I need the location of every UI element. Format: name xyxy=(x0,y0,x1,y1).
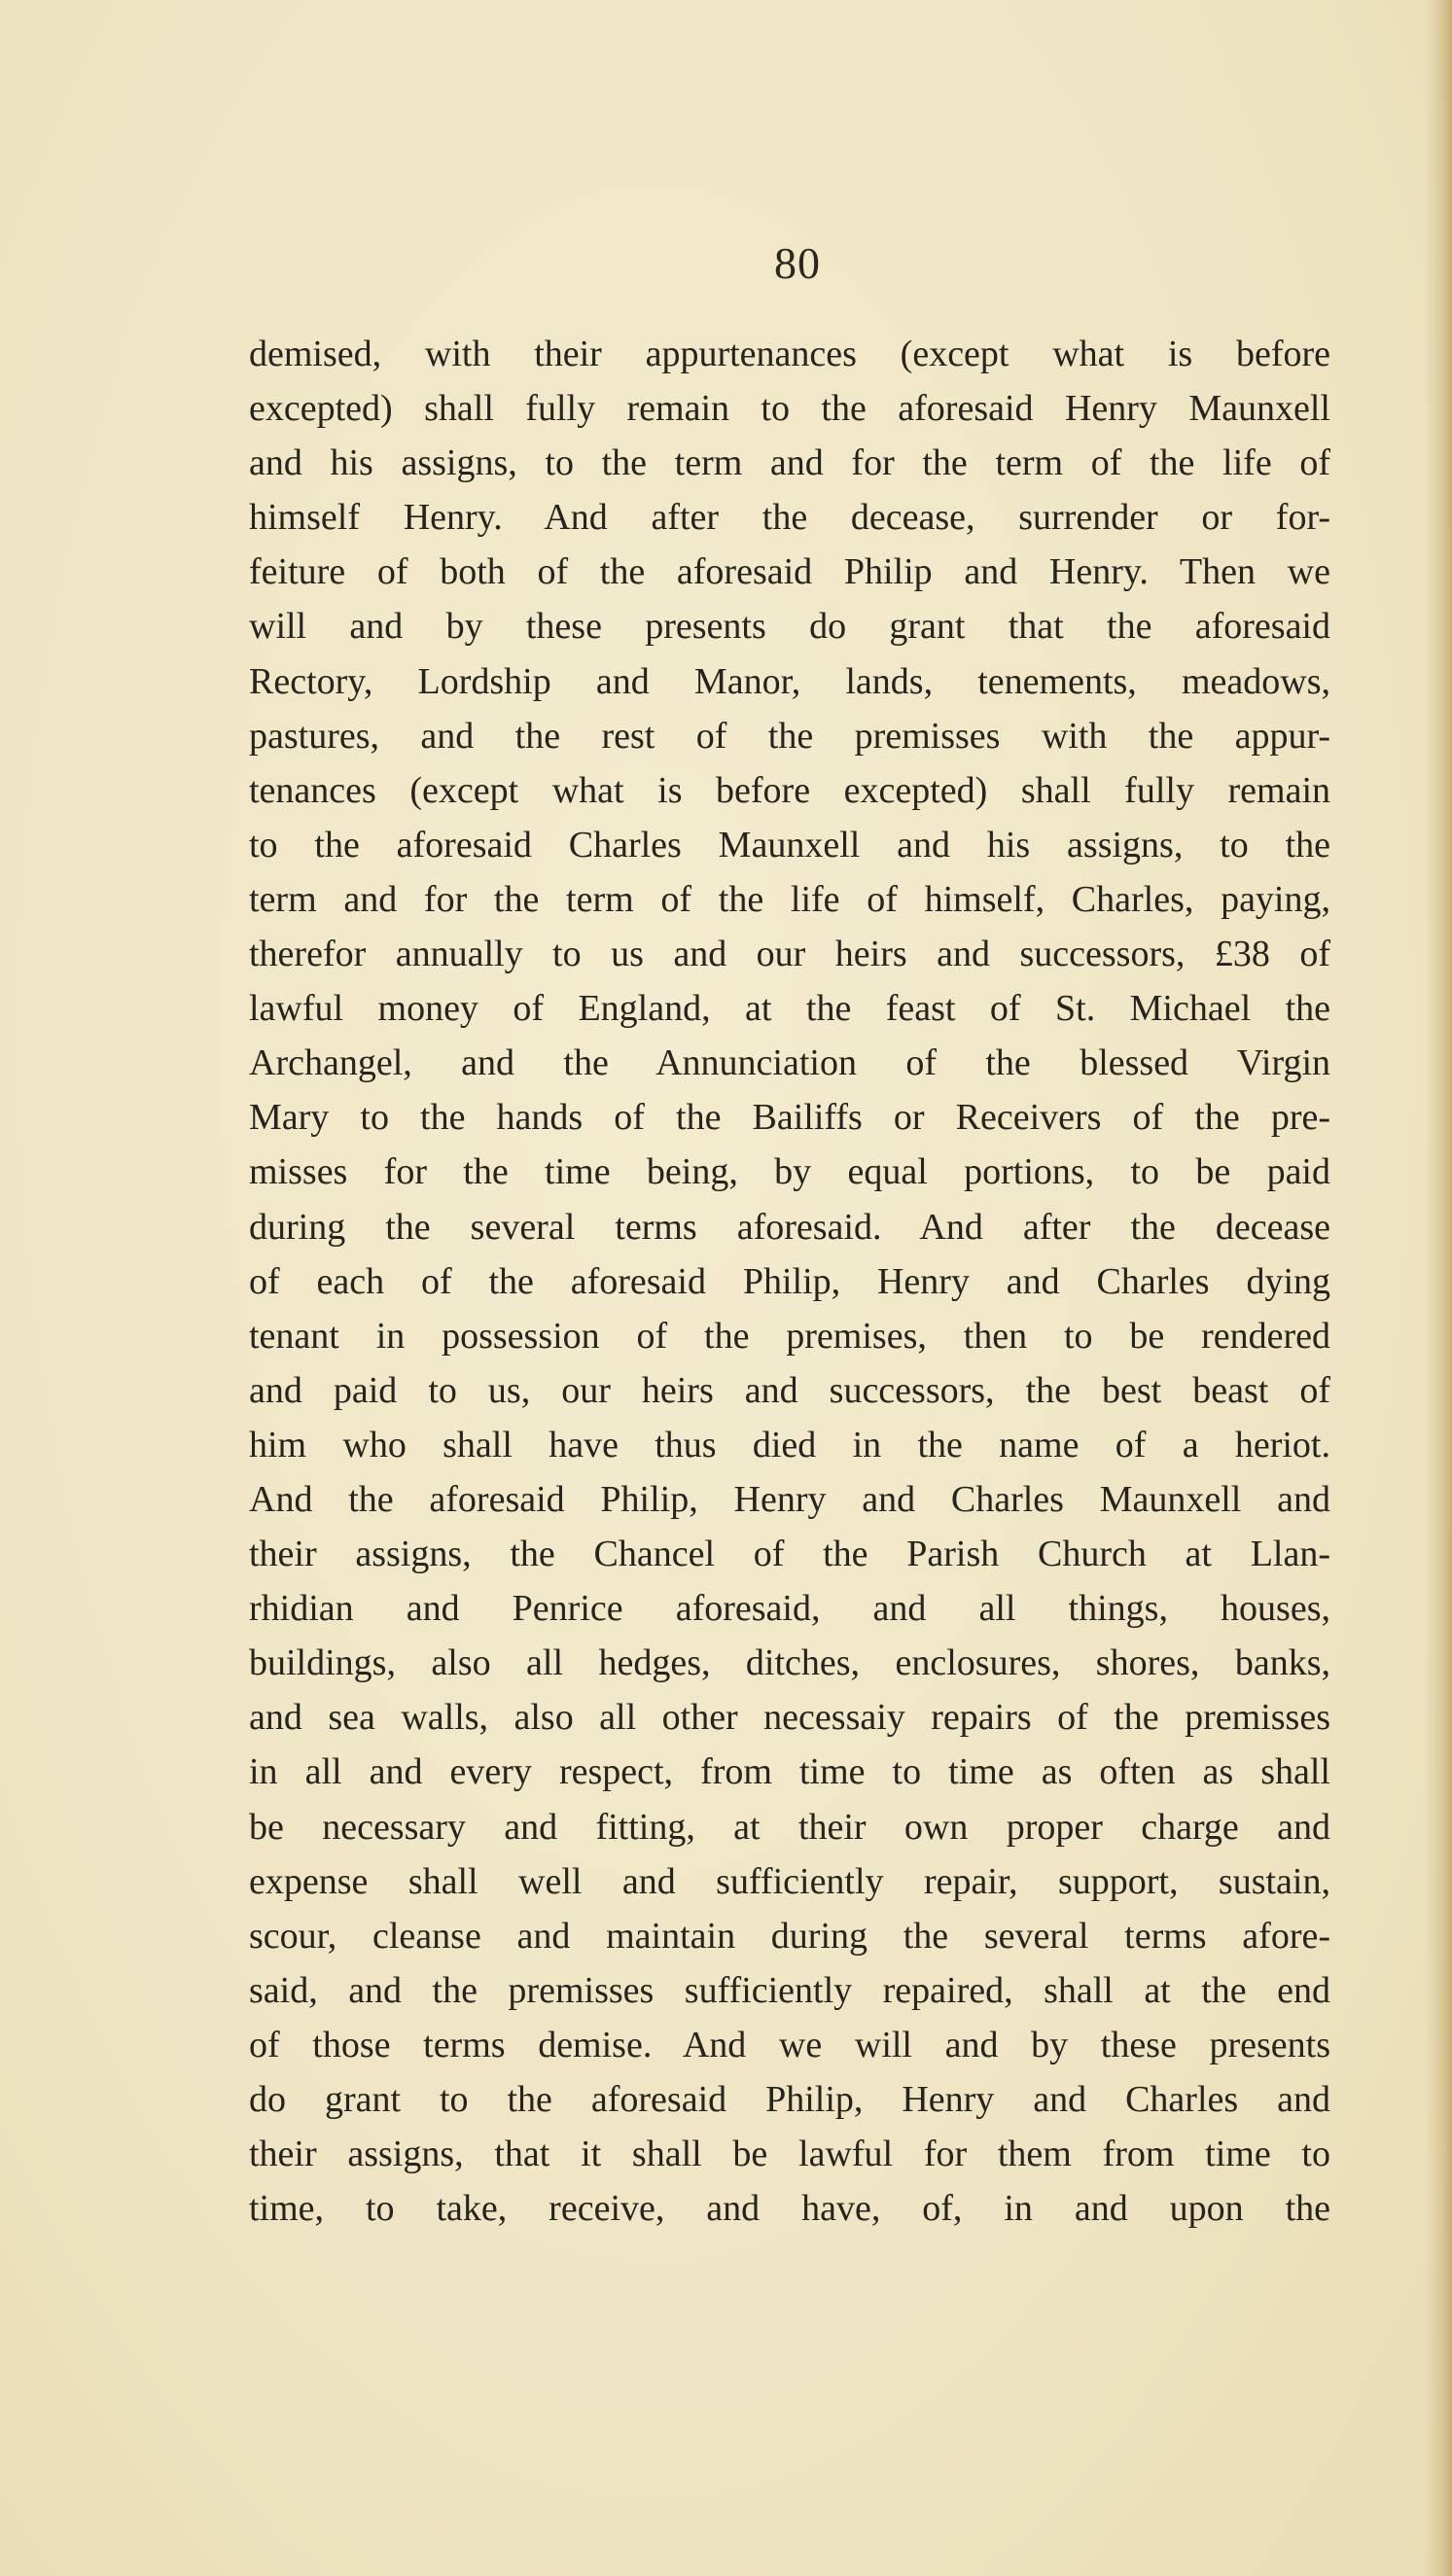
text-line: be necessary and fitting, at their own proper charge and xyxy=(249,1806,1330,1848)
text-line: excepted) shall fully remain to the aforesaid Henry Maunxell xyxy=(249,388,1330,430)
page-number: 80 xyxy=(774,238,821,288)
text-line: their assigns, the Chancel of the Parish Church at Llan- xyxy=(249,1534,1330,1575)
text-line: term and for the term of the life of himself, Charles, paying, xyxy=(249,878,1330,920)
text-line: time, to take, receive, and have, of, in and upon the xyxy=(249,2188,1330,2230)
text-line: and sea walls, also all other necessaiy repairs of the premisses xyxy=(249,1697,1330,1739)
text-line: of those terms demise. And we will and by these presents xyxy=(249,2024,1330,2065)
text-line: to the aforesaid Charles Maunxell and his assigns, to the xyxy=(249,824,1330,865)
text-line: will and by these presents do grant that the aforesaid xyxy=(249,606,1330,648)
text-line: and his assigns, to the term and for the term of the life of xyxy=(249,442,1330,484)
text-line: expense shall well and sufficiently repair, support, sustain, xyxy=(249,1860,1330,1902)
text-line: tenances (except what is before excepted) shall fully remain xyxy=(249,769,1330,811)
text-line: feiture of both of the aforesaid Philip and Henry. Then we xyxy=(249,551,1330,593)
text-line: him who shall have thus died in the name of a heriot. xyxy=(249,1424,1330,1465)
text-line: and paid to us, our heirs and successors, the best beast of xyxy=(249,1369,1330,1411)
text-line: in all and every respect, from time to time as often as shall xyxy=(249,1751,1330,1793)
text-line: Rectory, Lordship and Manor, lands, tenements, meadows, xyxy=(249,660,1330,702)
text-line: therefor annually to us and our heirs and successors, £38 of xyxy=(249,934,1330,975)
text-line: said, and the premisses sufficiently repaired, shall at the end xyxy=(249,1969,1330,2011)
body-text xyxy=(249,327,1330,2236)
text-line: tenant in possession of the premises, then to be rendered xyxy=(249,1315,1330,1357)
text-line: demised, with their appurtenances (except what is before xyxy=(249,334,1330,374)
text-line: himself Henry. And after the decease, surrender or for- xyxy=(249,497,1330,539)
text-line: during the several terms aforesaid. And after the decease xyxy=(249,1206,1330,1248)
text-line: do grant to the aforesaid Philip, Henry and Charles and xyxy=(249,2079,1330,2120)
text-line: misses for the time being, by equal portions, to be paid xyxy=(249,1151,1330,1193)
page-edge-shadow xyxy=(1425,0,1452,2576)
text-line: their assigns, that it shall be lawful for them from time to xyxy=(249,2134,1330,2175)
text-line: lawful money of England, at the feast of St. Michael the xyxy=(249,988,1330,1030)
text-line: Mary to the hands of the Bailiffs or Receivers of the pre- xyxy=(249,1097,1330,1139)
text-line: pastures, and the rest of the premisses with the appur- xyxy=(249,715,1330,757)
text-line: rhidian and Penrice aforesaid, and all things, houses, xyxy=(249,1588,1330,1630)
text-line: of each of the aforesaid Philip, Henry and Charles dying xyxy=(249,1260,1330,1302)
text-line: scour, cleanse and maintain during the several terms afore- xyxy=(249,1915,1330,1957)
text-line: And the aforesaid Philip, Henry and Charles Maunxell and xyxy=(249,1478,1330,1520)
text-line: buildings, also all hedges, ditches, enclosures, shores, banks, xyxy=(249,1642,1330,1684)
text-line: Archangel, and the Annunciation of the blessed Virgin xyxy=(249,1042,1330,1084)
